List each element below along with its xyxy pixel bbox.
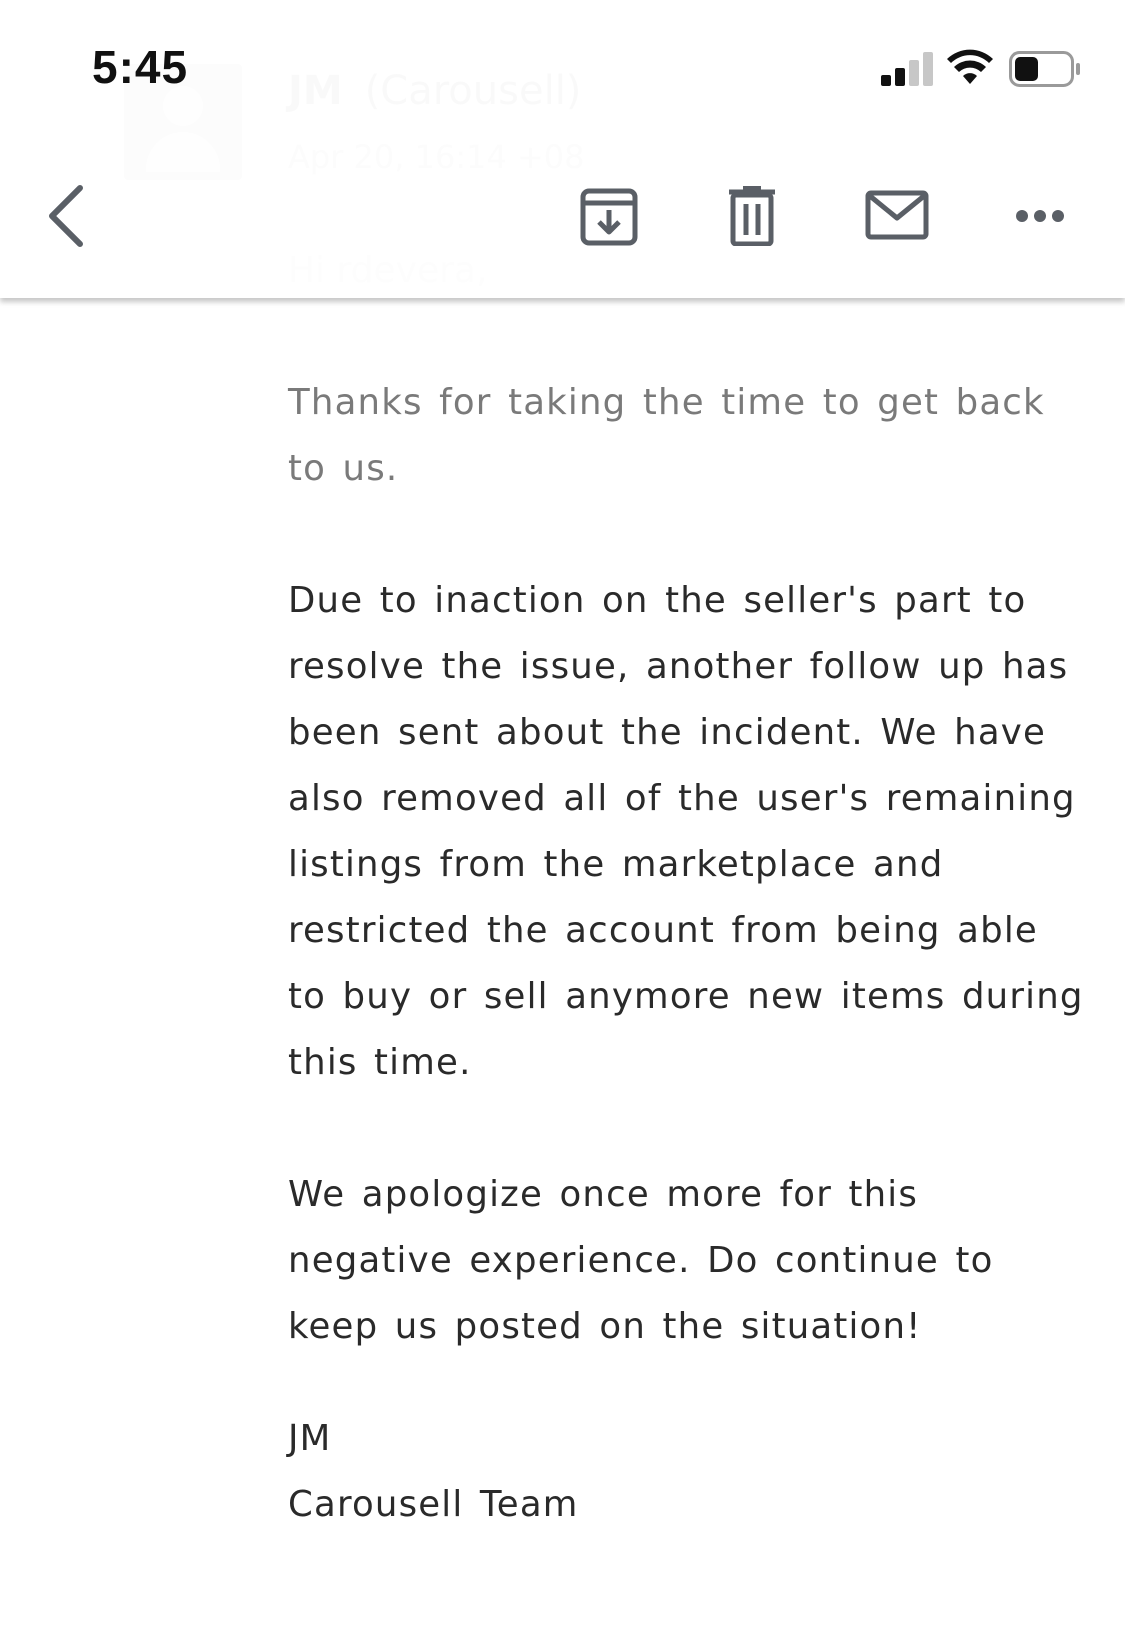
trash-icon[interactable] [728, 186, 776, 246]
email-paragraph: Thanks for taking the time to get back to us. [288, 382, 1045, 489]
wifi-icon [946, 48, 994, 88]
signal-bar [909, 60, 919, 86]
archive-icon[interactable] [580, 188, 638, 246]
status-time: 5:45 [92, 41, 189, 93]
signature-team: Carousell Team [288, 1484, 579, 1525]
more-horizontal-icon[interactable] [1014, 206, 1066, 226]
chevron-left-icon[interactable] [44, 184, 88, 248]
email-signature [288, 1406, 1088, 1538]
signature-name: JM [288, 1418, 332, 1459]
email-paragraph: We apologize once more for this negative experience. Do continue to keep us posted on the situation! [288, 1174, 994, 1347]
signal-bar [881, 75, 891, 86]
email-paragraph: Due to inaction on the seller's part to resolve the issue, another follow up has been sent about the incident. We have also removed all of the user's remaining listings from the marketplace and restricted the account from being able to buy or sell anymore new items during this time. [288, 580, 1084, 1083]
signal-bar [923, 52, 933, 86]
signal-bar [895, 68, 905, 86]
cellular-signal-icon [881, 52, 935, 86]
battery-icon [1009, 51, 1081, 87]
email-body [288, 370, 1088, 1538]
envelope-icon[interactable] [865, 190, 929, 240]
top-toolbar [0, 0, 1125, 298]
